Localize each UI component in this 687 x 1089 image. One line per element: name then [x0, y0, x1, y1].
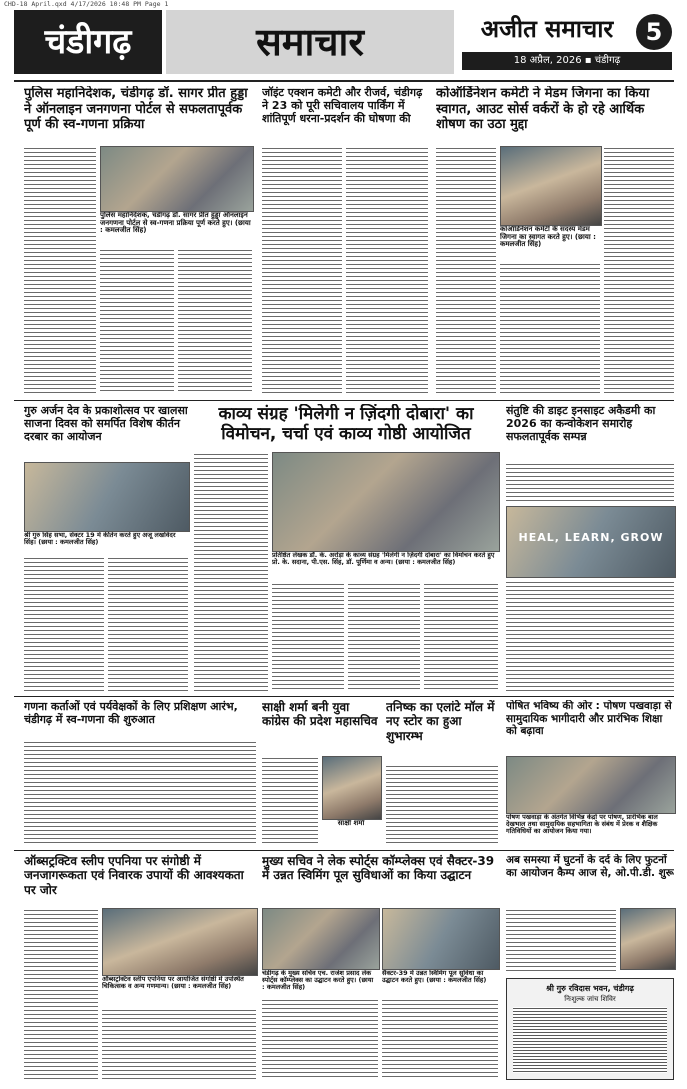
santushti-photo-banner: HEAL, LEARN, GROW [518, 531, 664, 544]
row3-rule [14, 850, 674, 851]
sleep-photo [102, 908, 258, 976]
tanishq-body [386, 764, 498, 846]
santushti-body-bottom [506, 580, 674, 692]
census-body-col1 [262, 146, 342, 394]
masthead [14, 10, 674, 76]
coordination-body-col1 [436, 146, 496, 396]
knee-headline: अब समस्या में घुटनों के दर्द के लिए फुटनों का आयोजन कैम्प आज से, ओ.पी.डी. शुरू [506, 854, 674, 879]
gurdwara-body-col1 [24, 556, 104, 692]
chief-secretary-body-col2 [382, 998, 498, 1080]
police-photo-caption: पुलिस महानिदेशक, चंडीगढ़ डॉ. सागर प्रीत हुड्डा ऑनलाइन जनगणना पोर्टल से स्व-गणना प्रक्रिया पूर्ण करते हुए। (छाया : कमलजीत सिंह) [100, 212, 251, 235]
sleep-body-col2 [102, 1008, 256, 1080]
police-body-col1 [24, 146, 96, 394]
row1-rule [14, 400, 674, 401]
census-body-col2 [346, 146, 428, 394]
police-photo [100, 146, 254, 212]
ganana-headline: गणना कर्ताओं एवं पर्यवेक्षकों के लिए प्रशिक्षण आरंभ, चंडीगढ़ में स्व-गणना की शुरुआत [24, 700, 238, 727]
chief-secretary-caption-2: सैक्टर-39 में उन्नत स्विमिंग पूल सुविधा का उद्घाटन करते हुए। (छाया : कमलजीत सिंह) [382, 970, 487, 985]
santushti-body-top [506, 462, 674, 502]
police-body-col2 [100, 248, 174, 394]
gurdwara-photo-caption: श्री गुरु सिंह सभा, सेक्टर 19 में कीर्तन करते हुए अजू लखविंदर सिंह। (छाया : कमलजीत सिंह) [24, 532, 176, 547]
census-headline: जॉइंट एक्शन कमेटी और रीजर्व, चंडीगढ़ ने 23 को पूरी सचिवालय पार्किंग में शांतिपूर्ण धरना-प्रदर्शन की घोषणा की [262, 86, 423, 126]
knee-advert-subtitle: निःशुल्क जांच शिविर [564, 995, 616, 1003]
masthead-paper-name: अजीत समाचार [480, 14, 614, 43]
sakshi-body-col1 [262, 756, 318, 846]
chief-secretary-photo-2 [382, 908, 500, 970]
masthead-city: चंडीगढ़ [14, 10, 162, 74]
poshan-photo [506, 756, 676, 814]
gurdwara-photo [24, 462, 190, 532]
kavya-body-col2 [272, 582, 344, 692]
coordination-photo-caption: कोऑर्डिनेशन कमेटी के सदस्य मेडम जिगना का स्वागत करते हुए। (छाया : कमलजीत सिंह) [500, 226, 596, 249]
police-body-col3 [178, 248, 252, 394]
sakshi-photo [322, 756, 382, 820]
sleep-body-col1 [24, 908, 98, 1080]
kavya-photo-caption: प्रतिष्ठित लेखक डॉ. के. अरोड़ा के काव्य संग्रह 'मिलेगी न ज़िंदगी दोबारा' का विमोचन करते हुए प्रो. के. सदाना, पी.एस. सिंह, डॉ. पूर्णिमा व अन्य। (छाया : कमलजीत सिंह) [272, 552, 495, 567]
masthead-section: समाचार [166, 10, 454, 74]
file-info-line: CHD-18 April.qxd 4/17/2026 10:48 PM Page 1 [4, 0, 169, 8]
kavya-body-col1 [194, 452, 268, 692]
gurdwara-body-col2 [108, 556, 188, 692]
knee-advert-text [513, 1007, 667, 1073]
masthead-date: 18 अप्रैल, 2026 ▪ चंडीगढ़ [462, 52, 672, 70]
kavya-photo [272, 452, 500, 552]
kavya-body-col3 [348, 582, 420, 692]
poshan-photo-caption: पोषण पखवाड़ा के अंतर्गत विभिन्न केंद्रों पर पोषण, प्रारंभिक बाल देखभाल तथा सामुदायिक सहभागिता के संबंध में प्रेरक व शैक्षिक गतिविधियों का आयोजन किया गया। [506, 814, 658, 836]
santushti-headline: संतुष्टि की डाइट इनसाइट अकैडमी का 2026 का कन्वोकेशन समारोह सफलतापूर्वक सम्पन्न [506, 404, 656, 444]
chief-secretary-photo-1 [262, 908, 380, 970]
police-headline: पुलिस महानिदेशक, चंडीगढ़ डॉ. सागर प्रीत हुड्डा ने ऑनलाइन जनगणना पोर्टल से सफलतापूर्वक पूर्ण की स्व-गणना प्रक्रिया [24, 86, 248, 133]
santushti-photo [506, 506, 676, 578]
tanishq-headline: तनिष्क का एलांटे मॉल में नए स्टोर का हुआ शुभारम्भ [386, 700, 495, 743]
knee-advert-title: श्री गुरु रविदास भवन, चंडीगढ़ [546, 984, 634, 993]
coordination-photo [500, 146, 602, 226]
poshan-headline: पोषित भविष्य की ओर : पोषण पखवाड़ा से सामुदायिक भागीदारी और प्रारंभिक शिक्षा को बढ़ावा [506, 700, 672, 738]
ganana-body [24, 740, 256, 846]
sakshi-headline: साक्षी शर्मा बनी युवा कांग्रेस की प्रदेश महासचिव [262, 700, 378, 729]
knee-body-col1 [506, 908, 616, 974]
sleep-photo-caption: ऑब्सट्रक्टिव स्लीप एपनिया पर आयोजित संगोष्ठी में उपस्थित चिकित्सक व अन्य गणमान्य। (छाया : कमलजीत सिंह) [102, 976, 244, 991]
coordination-body-col3 [604, 146, 674, 396]
chief-secretary-headline: मुख्य सचिव ने लेक स्पोर्ट्स कॉम्प्लेक्स एवं सैक्टर-39 में उन्नत स्विमिंग पूल सुविधाओं का किया उद्घाटन [262, 854, 495, 883]
chief-secretary-caption-1: चंडीगढ़ के मुख्य सचिव एच. राजेश प्रसाद लेक स्पोर्ट्स कॉम्प्लेक्स का उद्घाटन करते हुए। (छाया : कमलजीत सिंह) [262, 970, 374, 992]
page-number-badge: 5 [636, 14, 672, 50]
row2-rule [14, 696, 674, 697]
kavya-body-col4 [424, 582, 498, 692]
coordination-body-col2 [500, 262, 600, 396]
knee-photo [620, 908, 676, 970]
chief-secretary-body-col1 [262, 998, 378, 1080]
gurdwara-headline: गुरु अर्जन देव के प्रकाशोत्सव पर खालसा साजना दिवस को समर्पित विशेष कीर्तन दरबार का आयोजन [24, 404, 188, 444]
masthead-rule [14, 80, 674, 82]
sakshi-photo-caption: साक्षी शर्मा [337, 820, 365, 827]
coordination-headline: कोऑर्डिनेशन कमेटी ने मेडम जिगना का किया स्वागत, आउट सोर्स वर्करों के हो रहे आर्थिक शोषण का उठा मुद्दा [436, 86, 650, 133]
knee-advert-box [506, 978, 674, 1080]
sleep-headline: ऑब्सट्रक्टिव स्लीप एपनिया पर संगोष्ठी में जनजागरूकता एवं निवारक उपायों की आवश्यकता पर जोर [24, 854, 244, 897]
kavya-headline: काव्य संग्रह 'मिलेगी न ज़िंदगी दोबारा' का विमोचन, चर्चा एवं काव्य गोष्ठी आयोजित [218, 404, 474, 445]
